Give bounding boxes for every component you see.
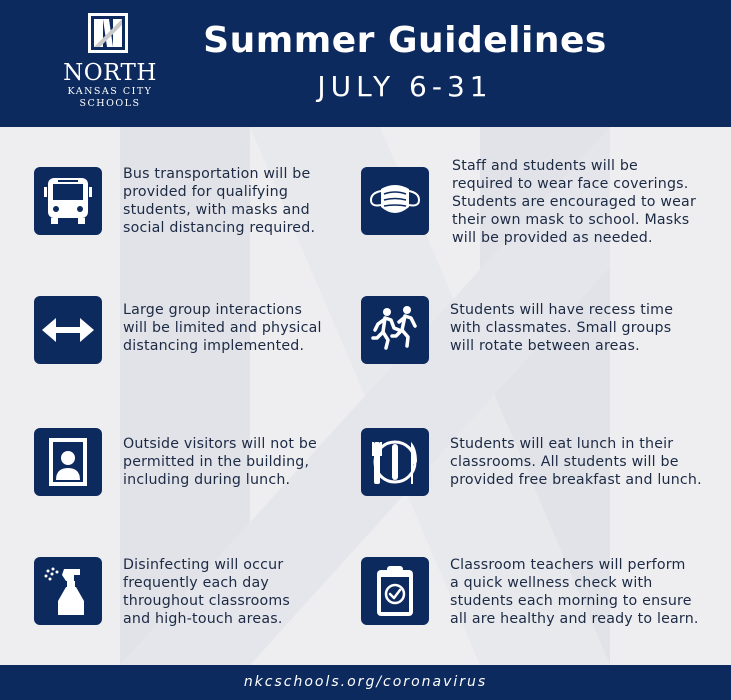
guideline-text: Students will eat lunch in their classrooms. All students will be provided free breakfast and lunch.: [450, 436, 702, 488]
guideline-text: Large group interactions will be limited and physical distancing implemented.: [123, 302, 322, 354]
district-logo-icon: [88, 13, 128, 53]
face-mask-icon: [361, 167, 429, 235]
guideline-icon-box: [361, 428, 429, 496]
clipboard-check-icon: [361, 557, 429, 625]
guideline-icon-box: [34, 296, 102, 364]
guideline-text: Disinfecting will occur frequently each day throughout classrooms and high-touch areas.: [123, 557, 291, 627]
footer-bar: [0, 665, 731, 700]
guideline-icon-box: [34, 557, 102, 625]
guideline-text: Outside visitors will not be permitted in the building, including during lunch.: [123, 436, 317, 488]
guideline-icon-box: [34, 167, 102, 235]
date-range: JULY 6-31: [317, 70, 493, 103]
double-arrow-icon: [34, 296, 102, 364]
running-kids-icon: [361, 296, 429, 364]
guideline-icon-box: [361, 296, 429, 364]
guideline-text: Bus transportation will be provided for qualifying students, with masks and social distancing required.: [123, 166, 316, 236]
guideline-icon-box: [34, 428, 102, 496]
logo-subtitle: KANSAS CITY SCHOOLS: [67, 86, 153, 109]
plate-utensils-icon: [361, 428, 429, 496]
bus-icon: [34, 167, 102, 235]
visitor-portrait-icon: [34, 428, 102, 496]
guideline-icon-box: [361, 557, 429, 625]
guideline-text: Classroom teachers will perform a quick wellness check with students each morning to ensure all are healthy and ready to learn.: [450, 557, 699, 627]
header-banner: [0, 0, 731, 127]
guideline-icon-box: [361, 167, 429, 235]
page-title: Summer Guidelines: [203, 20, 607, 61]
footer-url[interactable]: nkcschools.org/coronavirus: [243, 674, 488, 690]
spray-bottle-icon: [34, 557, 102, 625]
logo-wordmark: NORTH: [63, 60, 157, 86]
guideline-text: Staff and students will be required to wear face coverings. Students are encouraged to wear their own mask to school. Masks will be provided as needed.: [452, 158, 696, 246]
guideline-text: Students will have recess time with classmates. Small groups will rotate between areas.: [450, 302, 674, 354]
